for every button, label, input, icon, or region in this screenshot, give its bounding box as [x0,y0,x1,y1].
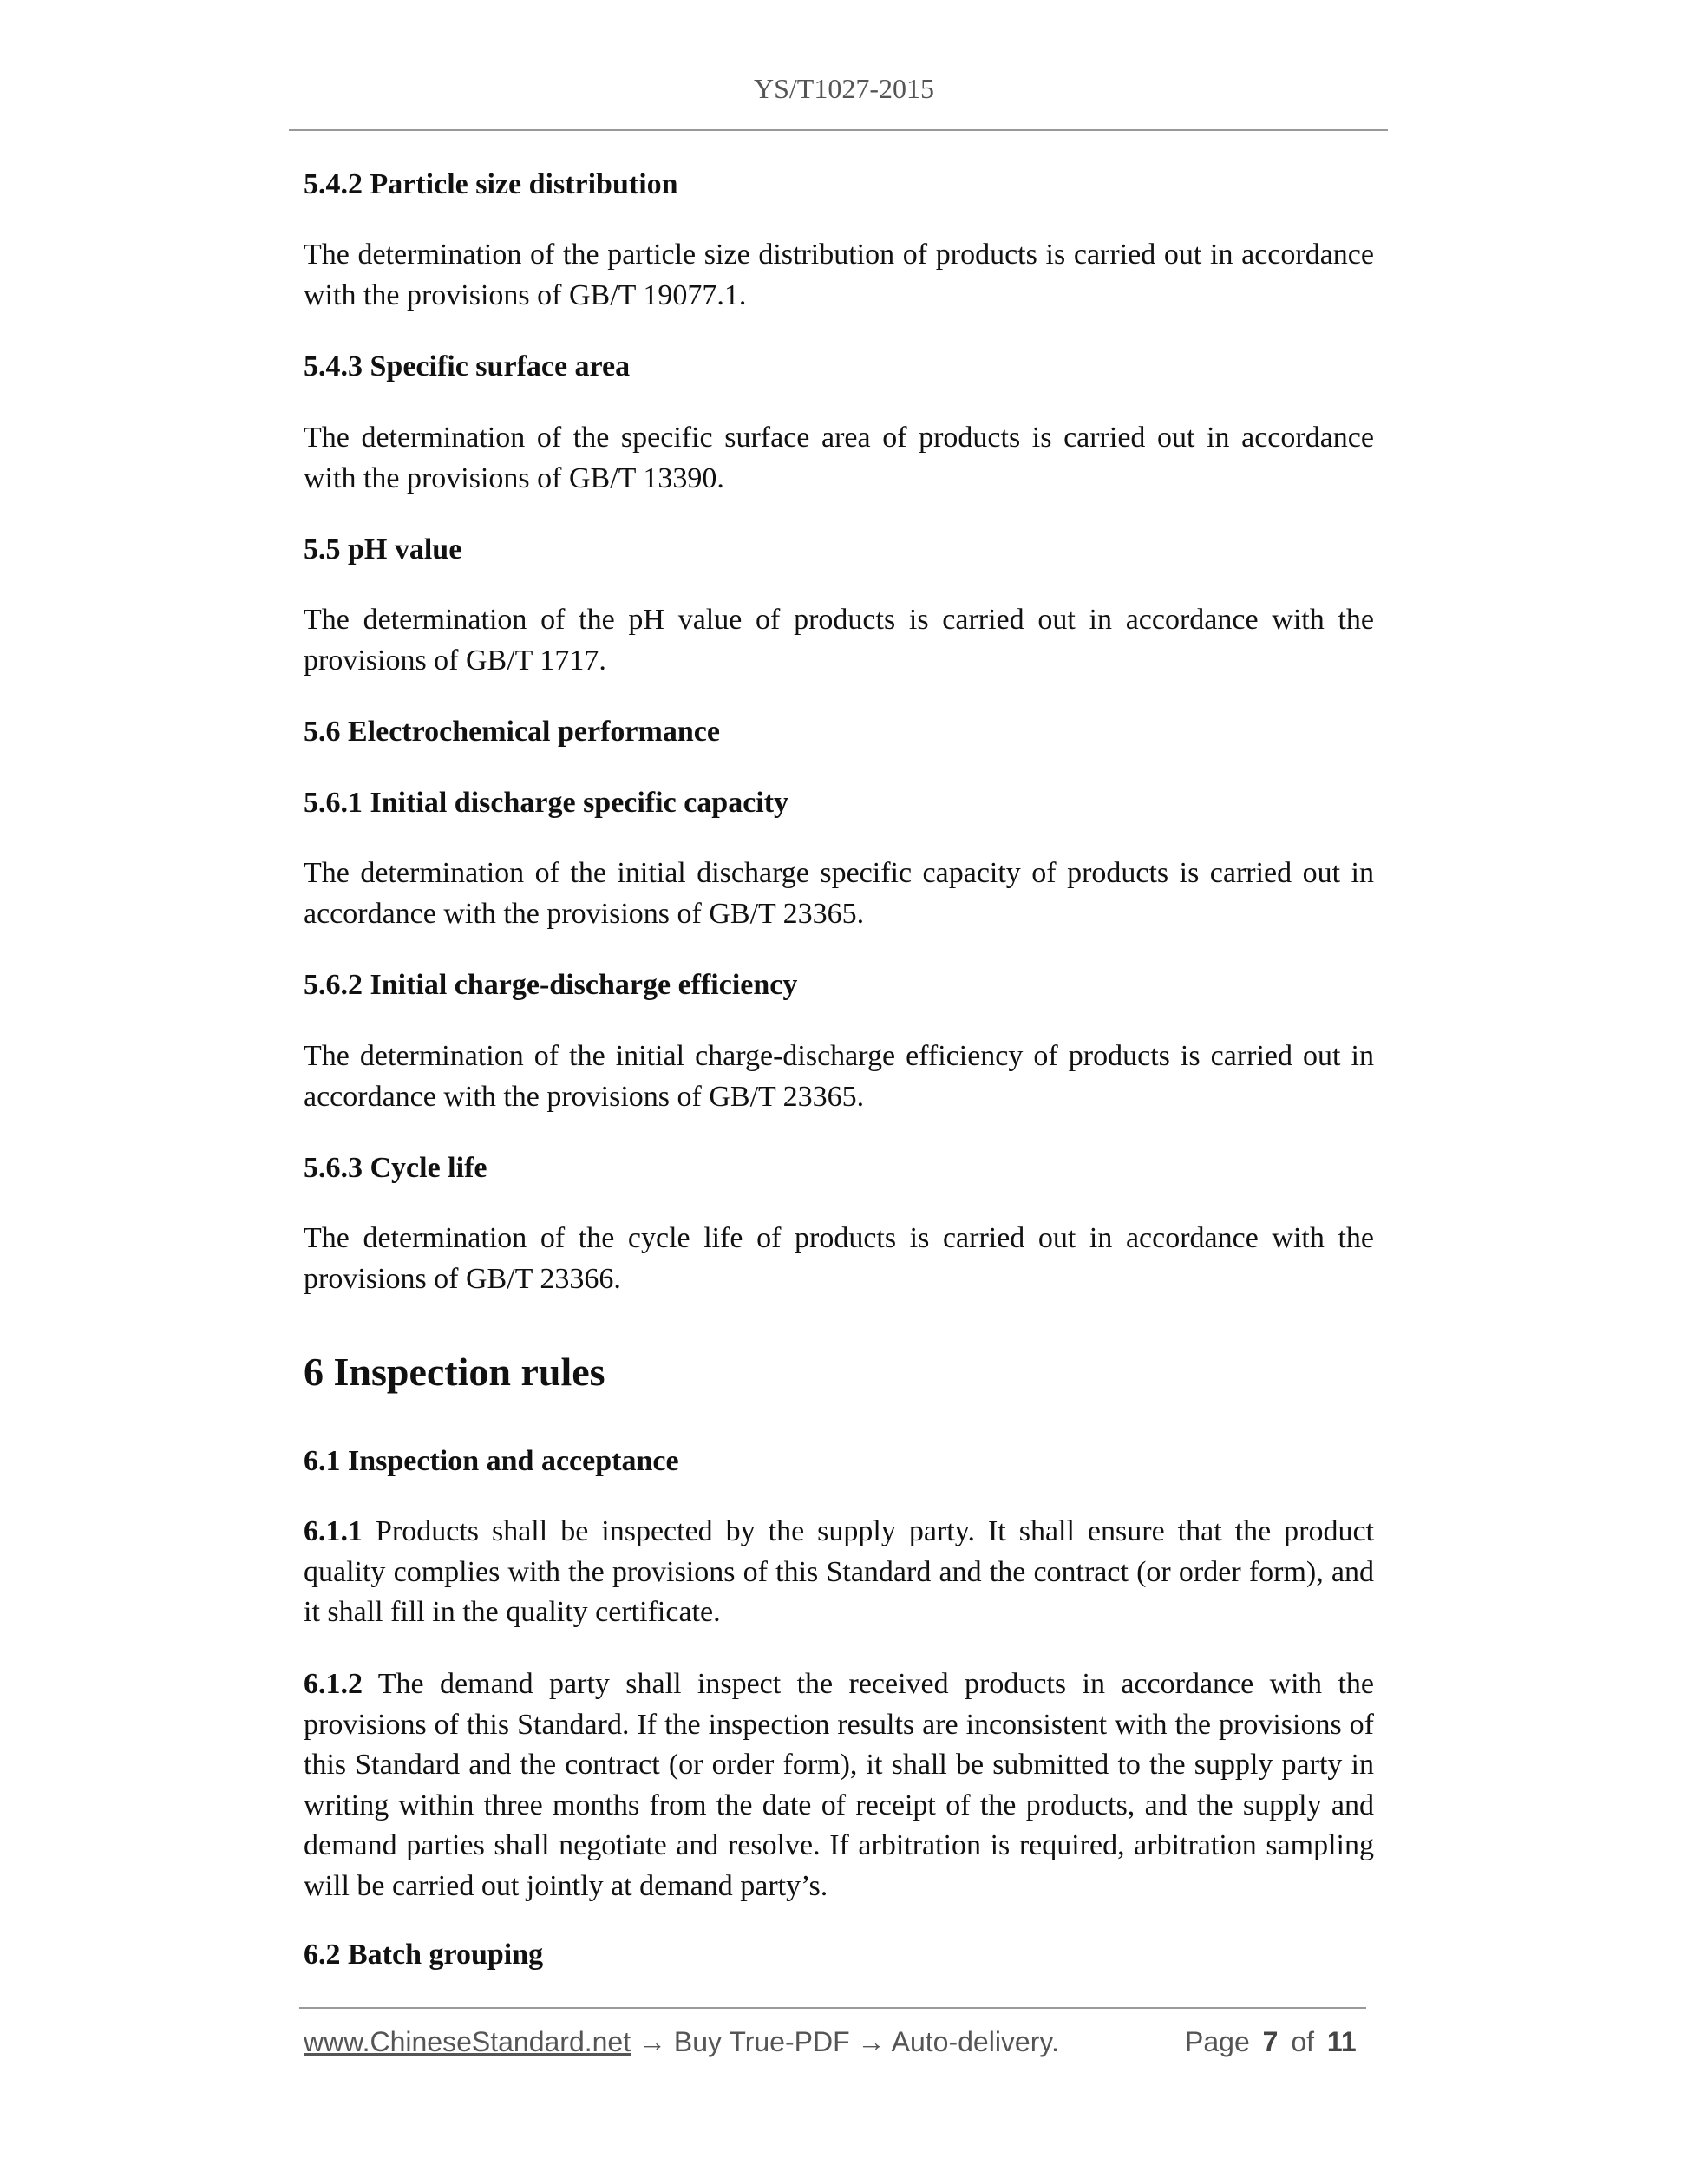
section-heading: 5.4.2 Particle size distribution [304,168,678,200]
page-label: Page [1185,2026,1250,2057]
section-heading: 6.1 Inspection and acceptance [304,1445,679,1477]
document-id-header: YS/T1027-2015 [754,73,934,104]
section-heading: 5.6 Electrochemical performance [304,716,720,748]
section-paragraph: The determination of the initial charge-discharge efficiency of products is carried out in accordance with the provisions of GB/T 23365. [304,1040,1374,1113]
page-number: 7 [1262,2026,1279,2057]
page-indicator [1185,2026,1357,2058]
page-total: 11 [1326,2026,1357,2057]
section-paragraph: The determination of the initial discharge specific capacity of products is carried out in accordance with the provisions of GB/T 23365. [304,857,1374,930]
header-divider [289,129,1388,131]
chapter-heading: 6 Inspection rules [304,1350,605,1394]
section-paragraph: The determination of the pH value of products is carried out in accordance with the provisions of GB/T 1717. [304,604,1374,677]
clause-text: The demand party shall inspect the received products in accordance with the provisions of this Standard. If the inspection results are inconsistent with the provisions of this Standard and the contract (or order form), it shall be submitted to the supply party in writing within three months from the date of receipt of the products, and the supply and demand parties shall negotiate and resolve. If arbitration is required, arbitration sampling will be carried out jointly at demand party’s. [304,1668,1374,1902]
section-heading: 5.5 pH value [304,533,462,566]
page-of: of [1291,2026,1314,2057]
clause-text: Products shall be inspected by the supply party. It shall ensure that the product quality complies with the provisions of this Standard and the contract (or order form), and it shall fill in the quality certificate. [304,1515,1375,1628]
section-heading: 5.6.1 Initial discharge specific capacity [304,787,789,819]
clause-paragraph [304,1664,1374,1906]
section-paragraph: The determination of the specific surface area of products is carried out in accordance with the provisions of GB/T 13390. [304,422,1374,494]
footer-text: → Buy True-PDF → Auto-delivery. [631,2026,1059,2057]
website-link[interactable]: www.ChineseStandard.net [304,2026,631,2057]
footer-promo [304,2026,1059,2058]
section-heading: 6.2 Batch grouping [304,1939,544,1971]
section-heading: 5.6.3 Cycle life [304,1152,487,1184]
section-paragraph: The determination of the cycle life of products is carried out in accordance with the provisions of GB/T 23366. [304,1222,1374,1295]
section-paragraph: The determination of the particle size distribution of products is carried out in accordance with the provisions of GB/T 19077.1. [304,239,1374,311]
section-heading: 5.6.2 Initial charge-discharge efficiency [304,969,798,1001]
clause-number: 6.1.2 [304,1668,363,1700]
section-heading: 5.4.3 Specific surface area [304,350,631,383]
footer-divider [299,2007,1366,2009]
clause-paragraph [304,1512,1374,1633]
clause-number: 6.1.1 [304,1515,363,1547]
